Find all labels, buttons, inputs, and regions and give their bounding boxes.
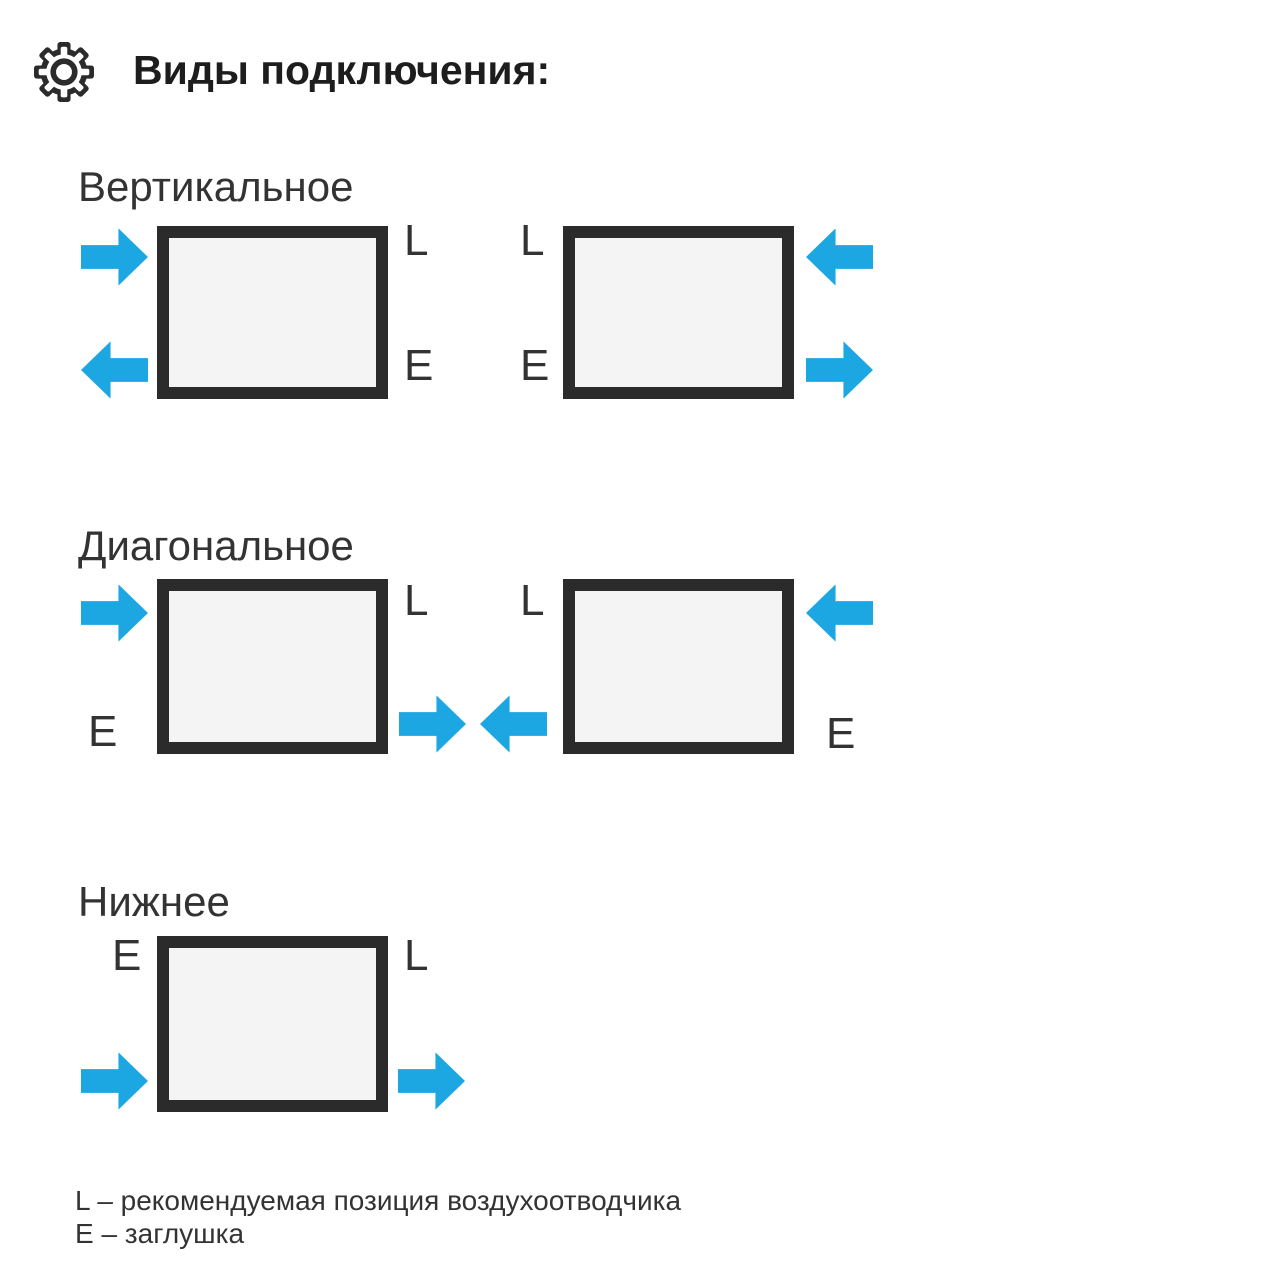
section-label-vertical: Вертикальное (78, 163, 354, 210)
flow-in-left-bottom-right-arrow-icon (81, 1052, 148, 1110)
flow-out-right-bottom-right-arrow-icon (398, 1052, 465, 1110)
flow-out-left-bottom-left-arrow-icon (81, 341, 148, 399)
port-label: L (520, 216, 545, 265)
port-label: L (520, 576, 545, 625)
flow-in-right-top-left-arrow-icon (806, 228, 873, 286)
legend (75, 1184, 681, 1250)
page-title: Виды подключения: (133, 47, 551, 93)
radiator-body (157, 226, 388, 399)
port-label: L (404, 931, 429, 980)
port-label: E (88, 707, 118, 756)
flow-in-left-top-right-arrow-icon (81, 228, 148, 286)
radiator-body (157, 579, 388, 754)
port-label: E (404, 341, 434, 390)
radiator-body (563, 579, 794, 754)
radiator-body (563, 226, 794, 399)
port-label: E (112, 931, 142, 980)
section-label-bottom: Нижнее (78, 878, 230, 925)
port-label: E (826, 709, 856, 758)
flow-out-right-bottom-right-arrow-icon (399, 695, 466, 753)
flow-out-left-bottom-left-arrow-icon (480, 695, 547, 753)
flow-in-left-top-right-arrow-icon (81, 584, 148, 642)
legend-line-plug: E – заглушка (75, 1218, 245, 1249)
legend-line-vent: L – рекомендуемая позиция воздухоотводчика (75, 1185, 682, 1216)
port-label: L (404, 216, 429, 265)
port-label: L (404, 576, 429, 625)
section-label-diagonal: Диагональное (78, 522, 354, 569)
port-label: E (520, 341, 550, 390)
gear-icon (34, 42, 94, 102)
flow-out-right-bottom-right-arrow-icon (806, 341, 873, 399)
flow-in-right-top-left-arrow-icon (806, 584, 873, 642)
radiator-body (157, 936, 388, 1112)
